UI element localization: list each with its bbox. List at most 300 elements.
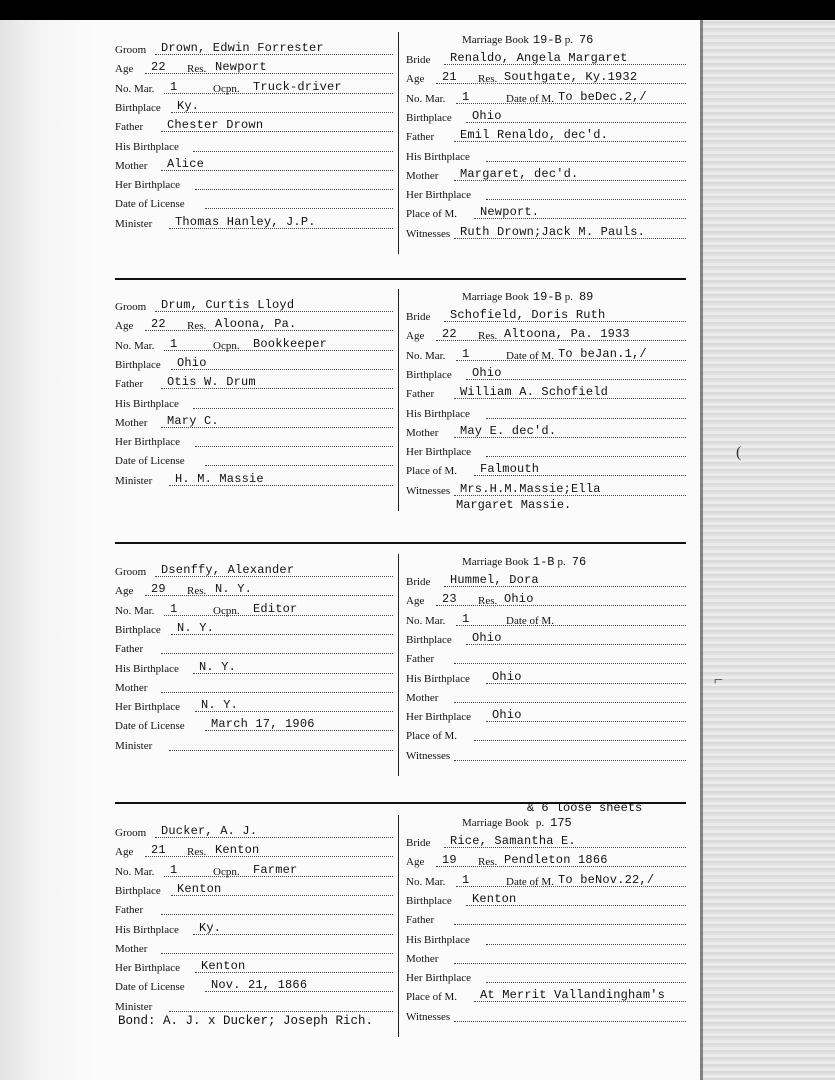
dotted-line — [145, 595, 393, 596]
bride-his-birthplace-label: His Birthplace — [406, 407, 470, 420]
groom-father-label: Father — [115, 643, 144, 656]
dotted-line — [454, 963, 686, 964]
groom-his-birthplace-label: His Birthplace — [115, 662, 179, 675]
bride-his-birthplace-label: His Birthplace — [406, 933, 470, 946]
bride-res-value: Altoona, Pa. 1933 — [504, 327, 630, 342]
bride-witnesses-label: Witnesses — [406, 227, 451, 240]
groom-res-value: N. Y. — [215, 582, 253, 597]
dotted-line — [486, 944, 686, 945]
dotted-line — [161, 953, 393, 954]
dotted-line — [486, 161, 686, 162]
marriage-book-label: Marriage Book — [462, 817, 529, 829]
bride-age — [406, 326, 686, 344]
groom-no-mar — [115, 336, 393, 354]
groom-minister-label: Minister — [115, 217, 153, 230]
marriage-book-label: Marriage Book — [462, 34, 529, 46]
groom-res-value: Kenton — [215, 843, 260, 858]
groom-birthplace-label: Birthplace — [115, 884, 161, 897]
groom-no-mar-label: No. Mar. — [115, 604, 155, 617]
bride-father — [406, 910, 686, 928]
groom-mother — [115, 156, 393, 174]
groom-name-label: Groom — [115, 301, 147, 313]
groom-his-birthplace — [115, 920, 393, 938]
groom-name-value: Ducker, A. J. — [161, 824, 258, 838]
dotted-line — [195, 446, 393, 447]
groom-name-value: Drum, Curtis Lloyd — [161, 298, 295, 312]
groom-minister — [115, 214, 393, 232]
bride-mother-value: May E. dec'd. — [460, 423, 557, 438]
bride-his-birthplace — [406, 669, 686, 687]
marriage-book-value: 1-B — [532, 555, 555, 569]
groom-father-label: Father — [115, 904, 144, 917]
dotted-line — [454, 663, 686, 664]
bride-father — [406, 649, 686, 667]
marriage-book-value: 19-B — [532, 33, 562, 47]
groom-date-of-license — [115, 977, 393, 995]
bride-date-of-m-label: Date of M. — [506, 875, 554, 888]
groom-father-value: Chester Drown — [167, 118, 264, 133]
groom-her-birthplace-label: Her Birthplace — [115, 962, 181, 975]
groom-mother-label: Mother — [115, 159, 148, 172]
bride-age-value: 23 — [442, 592, 457, 607]
bride-no-mar-value: 1 — [462, 89, 470, 104]
dotted-line — [436, 605, 686, 606]
groom-date-of-license — [115, 194, 393, 212]
bride-mother-value: Margaret, dec'd. — [460, 166, 579, 181]
marriage-book-line — [462, 816, 572, 830]
bride-res-label: Res. — [478, 595, 498, 608]
groom-date-of-license-label: Date of License — [115, 455, 185, 468]
groom-minister-label: Minister — [115, 739, 153, 752]
dotted-line — [205, 465, 393, 466]
groom-res-label: Res. — [187, 585, 207, 598]
groom-her-birthplace — [115, 175, 393, 193]
column-divider — [398, 815, 399, 1037]
groom-father-value: Otis W. Drum — [167, 375, 256, 390]
dotted-line — [195, 189, 393, 190]
bride-no-mar — [406, 89, 686, 107]
bride-no-mar — [406, 872, 686, 890]
bride-witnesses-label: Witnesses — [406, 484, 451, 497]
groom-minister — [115, 736, 393, 754]
groom-her-birthplace-label: Her Birthplace — [115, 179, 181, 192]
groom-her-birthplace-value: Kenton — [201, 959, 246, 974]
groom-ocpn-label: Ocpn. — [213, 604, 240, 617]
bride-her-birthplace-label: Her Birthplace — [406, 189, 472, 202]
groom-birthplace-value: Kenton — [177, 881, 222, 896]
groom-birthplace-value: Ky. — [177, 98, 200, 113]
groom-birthplace — [115, 355, 393, 373]
bride-birthplace-label: Birthplace — [406, 111, 452, 124]
dotted-line — [454, 702, 686, 703]
bride-name — [406, 833, 686, 851]
groom-age — [115, 316, 393, 334]
groom-his-birthplace-label: His Birthplace — [115, 923, 179, 936]
bride-birthplace-label: Birthplace — [406, 894, 452, 907]
dotted-line — [171, 112, 393, 113]
groom-ocpn-value: Farmer — [253, 862, 298, 877]
groom-date-of-license-label: Date of License — [115, 720, 185, 733]
bride-birthplace-value: Ohio — [472, 365, 502, 380]
bride-father-label: Father — [406, 653, 435, 666]
bride-witnesses — [406, 481, 686, 499]
bride-father-value: William A. Schofield — [460, 385, 609, 400]
groom-ocpn-label: Ocpn. — [213, 865, 240, 878]
marriage-book-label: Marriage Book — [462, 556, 529, 568]
bride-res-value: Pendleton 1866 — [504, 853, 608, 868]
groom-her-birthplace — [115, 958, 393, 976]
groom-her-birthplace — [115, 697, 393, 715]
groom-birthplace-value: N. Y. — [177, 620, 215, 635]
groom-father — [115, 639, 393, 657]
bride-res-value: Ohio — [504, 592, 534, 607]
bride-her-birthplace — [406, 185, 686, 203]
bride-witnesses-value: Mrs.H.M.Massie;Ella — [460, 481, 601, 496]
groom-minister-value: Thomas Hanley, J.P. — [175, 214, 316, 229]
groom-his-birthplace — [115, 659, 393, 677]
groom-res-label: Res. — [187, 320, 207, 333]
bride-mother — [406, 166, 686, 184]
bride-no-mar-label: No. Mar. — [406, 349, 446, 362]
groom-age-value: 21 — [151, 843, 166, 858]
dotted-line — [169, 1011, 393, 1012]
groom-no-mar-value: 1 — [170, 79, 178, 94]
bond-note: Bond: A. J. x Ducker; Joseph Rich. — [118, 1014, 374, 1028]
bride-father-label: Father — [406, 388, 435, 401]
bride-birthplace — [406, 365, 686, 383]
groom-age-label: Age — [115, 585, 134, 598]
bride-his-birthplace-value: Ohio — [492, 669, 522, 684]
groom-name-label: Groom — [115, 566, 147, 578]
bride-mother — [406, 688, 686, 706]
bride-date-of-m-label: Date of M. — [506, 614, 554, 627]
bride-age — [406, 69, 686, 87]
bride-her-birthplace — [406, 707, 686, 725]
margin-mark: ( — [736, 444, 742, 461]
groom-no-mar-label: No. Mar. — [115, 82, 155, 95]
page-value: 76 — [578, 33, 594, 47]
bride-her-birthplace-label: Her Birthplace — [406, 972, 472, 985]
page-edge-rule — [700, 20, 703, 1080]
bride-name-value: Hummel, Dora — [450, 573, 539, 587]
marriage-book-label: Marriage Book — [462, 291, 529, 303]
groom-father — [115, 374, 393, 392]
bride-age-label: Age — [406, 856, 425, 869]
dotted-line — [456, 625, 686, 626]
groom-name-value: Drown, Edwin Forrester — [161, 41, 324, 55]
groom-age — [115, 842, 393, 860]
bride-name-label: Bride — [406, 311, 431, 323]
bride-her-birthplace-value: Ohio — [492, 708, 522, 723]
groom-res-value: Aloona, Pa. — [215, 317, 297, 332]
bride-her-birthplace — [406, 968, 686, 986]
bride-witnesses-continued: Margaret Massie. — [456, 498, 572, 512]
scan-left-edge — [0, 20, 95, 1080]
groom-mother-label: Mother — [115, 942, 148, 955]
bride-date-of-m-value: To beNov.22,/ — [558, 872, 655, 887]
bride-mother-label: Mother — [406, 169, 439, 182]
dotted-line — [161, 914, 393, 915]
bride-place-of-m-label: Place of M. — [406, 465, 458, 478]
groom-mother — [115, 678, 393, 696]
bride-his-birthplace — [406, 404, 686, 422]
groom-name — [115, 562, 393, 580]
bride-his-birthplace-label: His Birthplace — [406, 150, 470, 163]
marriage-book-line — [462, 290, 593, 304]
bride-res-value: Southgate, Ky.1932 — [504, 70, 638, 85]
groom-age-value: 29 — [151, 582, 166, 597]
groom-name — [115, 297, 393, 315]
bride-father — [406, 384, 686, 402]
page-label: p. — [564, 291, 573, 303]
bride-date-of-m-value: To beJan.1,/ — [558, 346, 647, 361]
marriage-book-line — [462, 555, 586, 569]
bride-no-mar-label: No. Mar. — [406, 92, 446, 105]
bride-age-label: Age — [406, 595, 425, 608]
bride-witnesses-value: Ruth Drown;Jack M. Pauls. — [460, 224, 646, 239]
bride-father-label: Father — [406, 914, 435, 927]
groom-her-birthplace-label: Her Birthplace — [115, 436, 181, 449]
groom-date-of-license — [115, 716, 393, 734]
marriage-book-line — [462, 33, 593, 47]
bride-mother-label: Mother — [406, 952, 439, 965]
groom-age-label: Age — [115, 846, 134, 859]
bride-birthplace-value: Ohio — [472, 108, 502, 123]
bride-place-of-m-label: Place of M. — [406, 208, 458, 221]
groom-ocpn-value: Truck-driver — [253, 79, 342, 94]
groom-age-value: 22 — [151, 60, 166, 75]
bride-no-mar-value: 1 — [462, 346, 470, 361]
groom-minister — [115, 471, 393, 489]
page-value: 76 — [571, 555, 587, 569]
bride-father — [406, 127, 686, 145]
groom-father — [115, 900, 393, 918]
groom-mother — [115, 939, 393, 957]
bride-her-birthplace-label: Her Birthplace — [406, 446, 472, 459]
bride-mother — [406, 423, 686, 441]
bride-name-label: Bride — [406, 54, 431, 66]
groom-name — [115, 40, 393, 58]
groom-mother-value: Mary C. — [167, 413, 219, 428]
bride-no-mar-value: 1 — [462, 872, 470, 887]
bride-place-of-m — [406, 204, 686, 222]
groom-no-mar-label: No. Mar. — [115, 865, 155, 878]
bride-name-label: Bride — [406, 576, 431, 588]
loose-sheets-note: & 6 loose sheets — [527, 801, 643, 815]
groom-his-birthplace-label: His Birthplace — [115, 140, 179, 153]
groom-his-birthplace — [115, 394, 393, 412]
groom-her-birthplace-value: N. Y. — [201, 698, 239, 713]
bride-birthplace — [406, 108, 686, 126]
groom-date-of-license-value: March 17, 1906 — [211, 717, 315, 732]
margin-mark: ⌐ — [714, 672, 724, 689]
groom-age-label: Age — [115, 63, 134, 76]
groom-name-label: Groom — [115, 44, 147, 56]
bride-no-mar — [406, 611, 686, 629]
groom-her-birthplace-label: Her Birthplace — [115, 701, 181, 714]
bride-witnesses-label: Witnesses — [406, 749, 451, 762]
bride-name-label: Bride — [406, 837, 431, 849]
groom-birthplace-value: Ohio — [177, 355, 207, 370]
page-value: 89 — [578, 290, 594, 304]
dotted-line — [454, 924, 686, 925]
groom-res-label: Res. — [187, 63, 207, 76]
bride-birthplace — [406, 891, 686, 909]
dotted-line — [486, 199, 686, 200]
groom-minister — [115, 997, 393, 1015]
bride-place-of-m-value: At Merrit Vallandingham's — [480, 988, 666, 1003]
bride-res-label: Res. — [478, 330, 498, 343]
bride-name — [406, 307, 686, 325]
groom-his-birthplace-value: N. Y. — [199, 659, 237, 674]
bride-no-mar-label: No. Mar. — [406, 614, 446, 627]
groom-name-value: Dsenffy, Alexander — [161, 563, 295, 577]
groom-no-mar-value: 1 — [170, 336, 178, 351]
groom-minister-label: Minister — [115, 1000, 153, 1013]
bride-his-birthplace-label: His Birthplace — [406, 672, 470, 685]
bride-mother-label: Mother — [406, 426, 439, 439]
column-divider — [398, 554, 399, 776]
dotted-line — [193, 934, 393, 935]
groom-mother-label: Mother — [115, 681, 148, 694]
page-value: 175 — [550, 816, 572, 830]
groom-no-mar-value: 1 — [170, 601, 178, 616]
groom-his-birthplace — [115, 137, 393, 155]
groom-birthplace — [115, 98, 393, 116]
groom-minister-value: H. M. Massie — [175, 471, 264, 486]
groom-res-value: Newport — [215, 60, 267, 75]
dotted-line — [205, 208, 393, 209]
bride-birthplace-label: Birthplace — [406, 633, 452, 646]
groom-age-value: 22 — [151, 317, 166, 332]
bride-her-birthplace-label: Her Birthplace — [406, 711, 472, 724]
groom-his-birthplace-label: His Birthplace — [115, 397, 179, 410]
groom-ocpn-value: Editor — [253, 601, 298, 616]
bride-no-mar-value: 1 — [462, 611, 470, 626]
bride-witnesses-label: Witnesses — [406, 1010, 451, 1023]
groom-name — [115, 823, 393, 841]
dotted-line — [169, 750, 393, 751]
bride-his-birthplace — [406, 930, 686, 948]
bride-place-of-m — [406, 726, 686, 744]
groom-no-mar — [115, 862, 393, 880]
groom-date-of-license — [115, 451, 393, 469]
groom-ocpn-label: Ocpn. — [213, 82, 240, 95]
dotted-line — [193, 408, 393, 409]
dotted-line — [486, 418, 686, 419]
bride-res-label: Res. — [478, 73, 498, 86]
marriage-book-value: 19-B — [532, 290, 562, 304]
groom-his-birthplace-value: Ky. — [199, 920, 222, 935]
dotted-line — [161, 692, 393, 693]
record-separator — [115, 542, 686, 544]
bride-place-of-m-label: Place of M. — [406, 991, 458, 1004]
groom-father-label: Father — [115, 378, 144, 391]
bride-mother-label: Mother — [406, 691, 439, 704]
bride-birthplace-label: Birthplace — [406, 368, 452, 381]
groom-her-birthplace — [115, 432, 393, 450]
groom-ocpn-value: Bookkeeper — [253, 336, 328, 351]
groom-birthplace-label: Birthplace — [115, 101, 161, 114]
bride-name-value: Rice, Samantha E. — [450, 834, 576, 848]
bride-witnesses — [406, 746, 686, 764]
record-separator — [115, 278, 686, 280]
bride-mother — [406, 949, 686, 967]
dotted-line — [486, 456, 686, 457]
dotted-line — [161, 653, 393, 654]
page-label: p. — [535, 817, 545, 829]
bride-father-value: Emil Renaldo, dec'd. — [460, 128, 609, 143]
bride-place-of-m — [406, 987, 686, 1005]
groom-mother-label: Mother — [115, 416, 148, 429]
dotted-line — [145, 856, 393, 857]
dotted-line — [486, 982, 686, 983]
bride-birthplace-value: Ohio — [472, 630, 502, 645]
bride-age-value: 21 — [442, 70, 457, 85]
column-divider — [398, 32, 399, 254]
bride-age-value: 19 — [442, 853, 457, 868]
bride-place-of-m — [406, 461, 686, 479]
bride-age-label: Age — [406, 73, 425, 86]
bride-date-of-m-label: Date of M. — [506, 349, 554, 362]
scan-top-border — [0, 0, 835, 20]
bride-age — [406, 591, 686, 609]
bride-birthplace-value: Kenton — [472, 891, 517, 906]
groom-age — [115, 59, 393, 77]
bride-place-of-m-value: Falmouth — [480, 462, 540, 477]
groom-date-of-license-value: Nov. 21, 1866 — [211, 978, 308, 993]
groom-birthplace-label: Birthplace — [115, 623, 161, 636]
page-label: p. — [557, 556, 566, 568]
bride-father-label: Father — [406, 131, 435, 144]
groom-minister-label: Minister — [115, 474, 153, 487]
groom-name-label: Groom — [115, 827, 147, 839]
bride-age — [406, 852, 686, 870]
bride-his-birthplace — [406, 147, 686, 165]
groom-birthplace-label: Birthplace — [115, 358, 161, 371]
bride-place-of-m-value: Newport. — [480, 205, 540, 220]
groom-res-label: Res. — [187, 846, 207, 859]
bride-date-of-m-value: To beDec.2,/ — [558, 89, 647, 104]
scan-right-edge — [700, 20, 835, 1080]
groom-no-mar-value: 1 — [170, 862, 178, 877]
bride-name — [406, 50, 686, 68]
groom-no-mar — [115, 601, 393, 619]
dotted-line — [145, 73, 393, 74]
bride-age-label: Age — [406, 330, 425, 343]
dotted-line — [193, 151, 393, 152]
groom-age-label: Age — [115, 320, 134, 333]
groom-father-label: Father — [115, 121, 144, 134]
bride-birthplace — [406, 630, 686, 648]
groom-mother — [115, 413, 393, 431]
dotted-line — [454, 1021, 686, 1022]
bride-age-value: 22 — [442, 327, 457, 342]
groom-father — [115, 117, 393, 135]
bride-place-of-m-label: Place of M. — [406, 730, 458, 743]
groom-age — [115, 581, 393, 599]
dotted-line — [474, 740, 686, 741]
bride-name-value: Renaldo, Angela Margaret — [450, 51, 628, 65]
bride-res-label: Res. — [478, 856, 498, 869]
bride-no-mar-label: No. Mar. — [406, 875, 446, 888]
bride-no-mar — [406, 346, 686, 364]
groom-no-mar — [115, 79, 393, 97]
bride-witnesses — [406, 1007, 686, 1025]
bride-her-birthplace — [406, 442, 686, 460]
bride-name-value: Schofield, Doris Ruth — [450, 308, 606, 322]
bride-date-of-m-label: Date of M. — [506, 92, 554, 105]
